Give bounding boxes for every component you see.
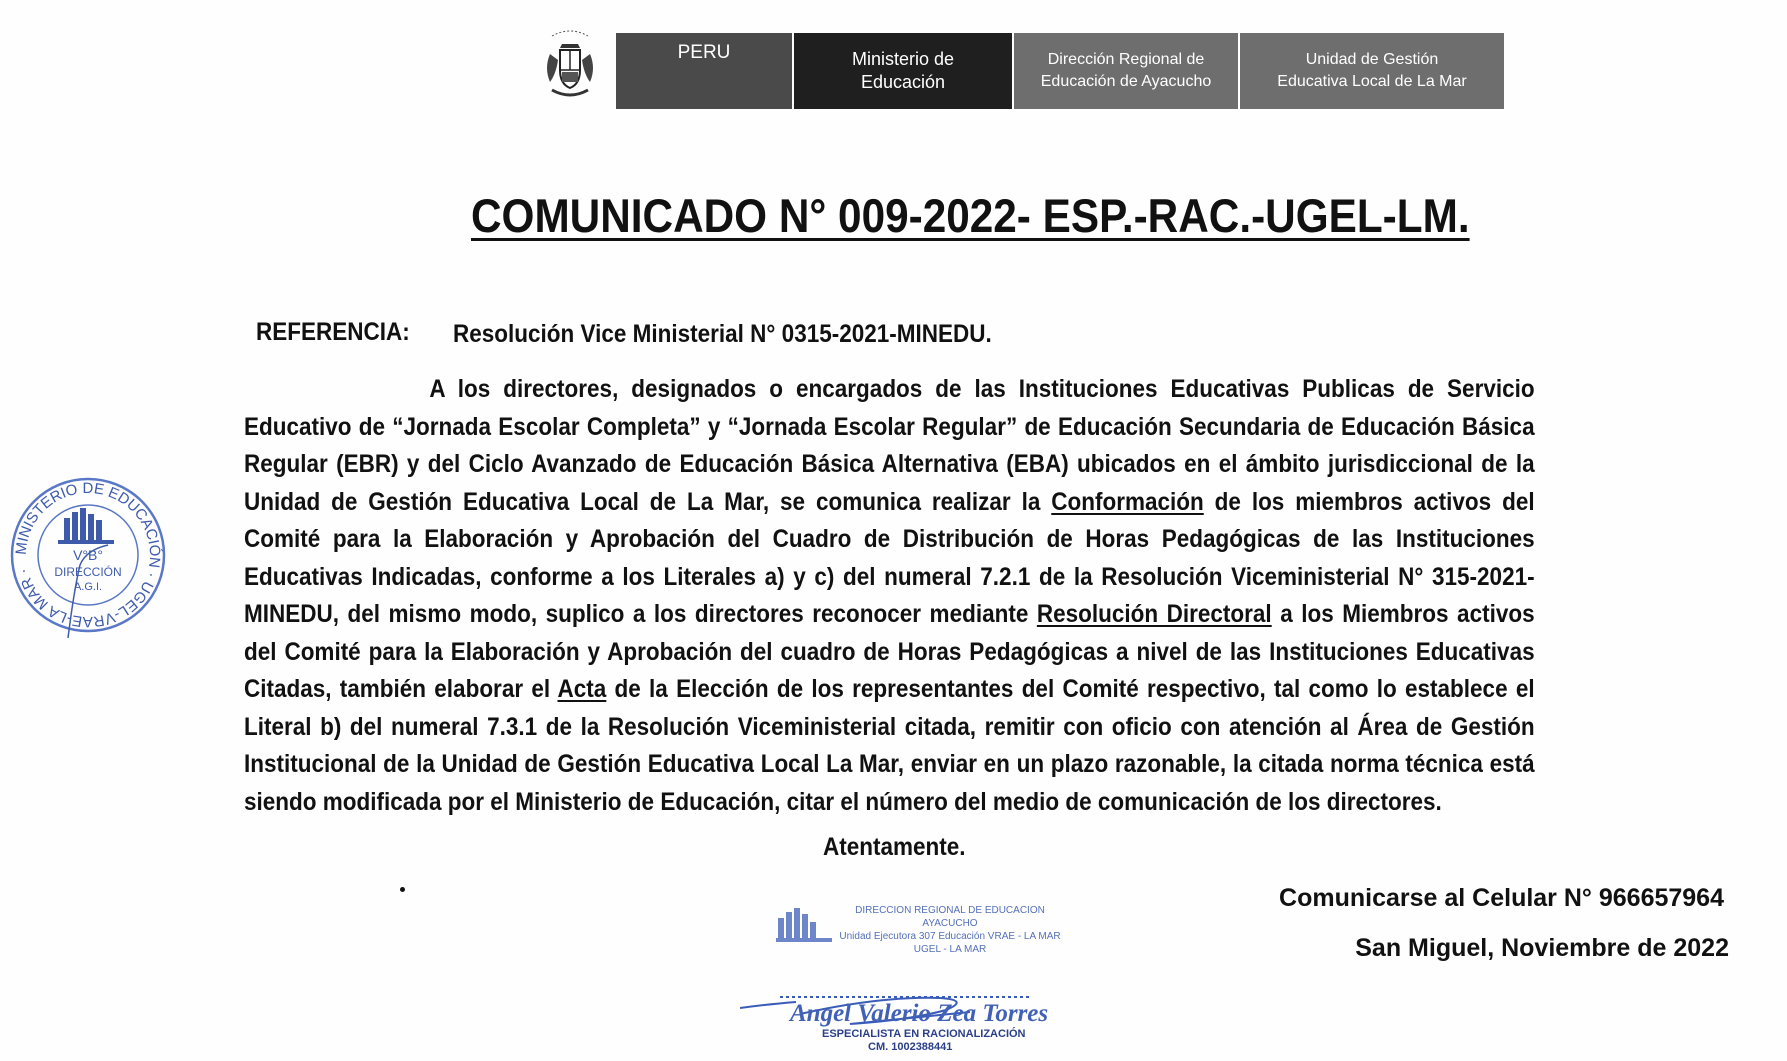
stray-dot	[400, 887, 405, 892]
body-part-1: A los directores, designados o encargados de las Instituciones Educativas Publicas de Servicio Educativo de “Jornada Escolar Completa” y “Jornada Escolar Regular” de Educación Secundaria de Educación Básica Regular (EBR) y del Ciclo Avanzado de Educación Básica Alternativa (EBA) ubicados en el ámbito jurisdiccional de la Unidad de Gestión Educativa Local de La Mar, se comunica realizar la	[244, 375, 1535, 516]
stamp-ring-textpath: MINISTERIO DE EDUCACIÓN · UGEL-VRAE-LA MAR ·	[12, 479, 164, 631]
stamp-building-icon	[58, 508, 114, 544]
signature-inst-line2: Unidad Ejecutora 307 Educación VRAE - LA MAR	[839, 931, 1061, 942]
stamp-dept: DIRECCIÓN	[54, 565, 122, 579]
contact-phone: Comunicarse al Celular N° 966657964	[1279, 884, 1724, 912]
place-date: San Miguel, Noviembre de 2022	[1355, 934, 1729, 962]
body-part-2: de los miembros activos del Comité para la Elaboración y Aprobación del Cuadro de Distribución de Horas Pedagógicas de las Instituciones Educativas Indicadas, conforme a los Literales a) y c) del numeral 7.2.1 de la Resolución Viceministerial N° 315-2021-MINEDU, del mismo modo, suplico a los directores reconocer mediante	[244, 487, 1535, 628]
body-underline-conformacion: Conformación	[1051, 487, 1204, 516]
reference-label: REFERENCIA:	[256, 318, 410, 346]
ugel-logo-icon	[774, 904, 838, 944]
signature-inst-line1: DIRECCION REGIONAL DE EDUCACION AYACUCHO	[855, 905, 1045, 929]
body-part-3: a los Miembros activos del Comité para la Elaboración y Aprobación del cuadro de Horas Pedagógicas a nivel de las Instituciones Educativas Citadas, también elaborar el	[244, 600, 1535, 703]
header-regional-line1: Dirección Regional de	[1047, 51, 1205, 68]
header-ministry-box	[794, 33, 1012, 109]
document-title: COMUNICADO N° 009-2022- ESP.-RAC.-UGEL-LM.	[471, 189, 1470, 242]
stamp-sub: A.G.I.	[73, 581, 103, 593]
body-paragraph	[244, 371, 1535, 821]
signature-inst-line3: UGEL - LA MAR	[913, 944, 987, 955]
signature-institution	[830, 904, 1070, 956]
signer-cm: CM. 1002388441	[868, 1041, 953, 1053]
signer-role: ESPECIALISTA EN RACIONALIZACIÓN	[822, 1028, 1026, 1040]
signer-name: Angel Valerio Zea Torres	[790, 1000, 1049, 1027]
header-regional-line2: Educación de Ayacucho	[1040, 73, 1212, 90]
reference-text: Resolución Vice Ministerial N° 0315-2021-MINEDU.	[453, 320, 992, 348]
header-ministry-line2: Educación	[860, 72, 946, 92]
body-underline-resolucion: Resolución Directoral	[1036, 600, 1272, 628]
header-peru-box	[616, 33, 792, 109]
header-ugel-line1: Unidad de Gestión	[1305, 51, 1439, 68]
header-ministry-line1: Ministerio de	[851, 49, 955, 69]
header-regional-box	[1014, 33, 1238, 109]
body-underline-acta: Acta	[557, 675, 607, 703]
header-ugel-box	[1240, 33, 1504, 109]
peru-coat-of-arms-icon	[540, 24, 600, 108]
header-peru: PERU	[677, 42, 731, 63]
vb-stamp	[8, 470, 168, 640]
body-part-4: de la Elección de los representantes del Comité respectivo, tal como lo establece el Literal b) del numeral 7.3.1 de la Resolución Viceministerial citada, remitir con oficio con atención al Área de Gestión Institucional de la Unidad de Gestión Educativa Local La Mar, enviar en un plazo razonable, la citada norma técnica está siendo modificada por el Ministerio de Educación, citar el número del medio de comunicación de los directores.	[244, 675, 1535, 816]
header-ugel-line2: Educativa Local de La Mar	[1277, 73, 1467, 90]
stamp-vb: V°B°	[73, 547, 103, 563]
closing-text: Atentamente.	[823, 833, 966, 861]
